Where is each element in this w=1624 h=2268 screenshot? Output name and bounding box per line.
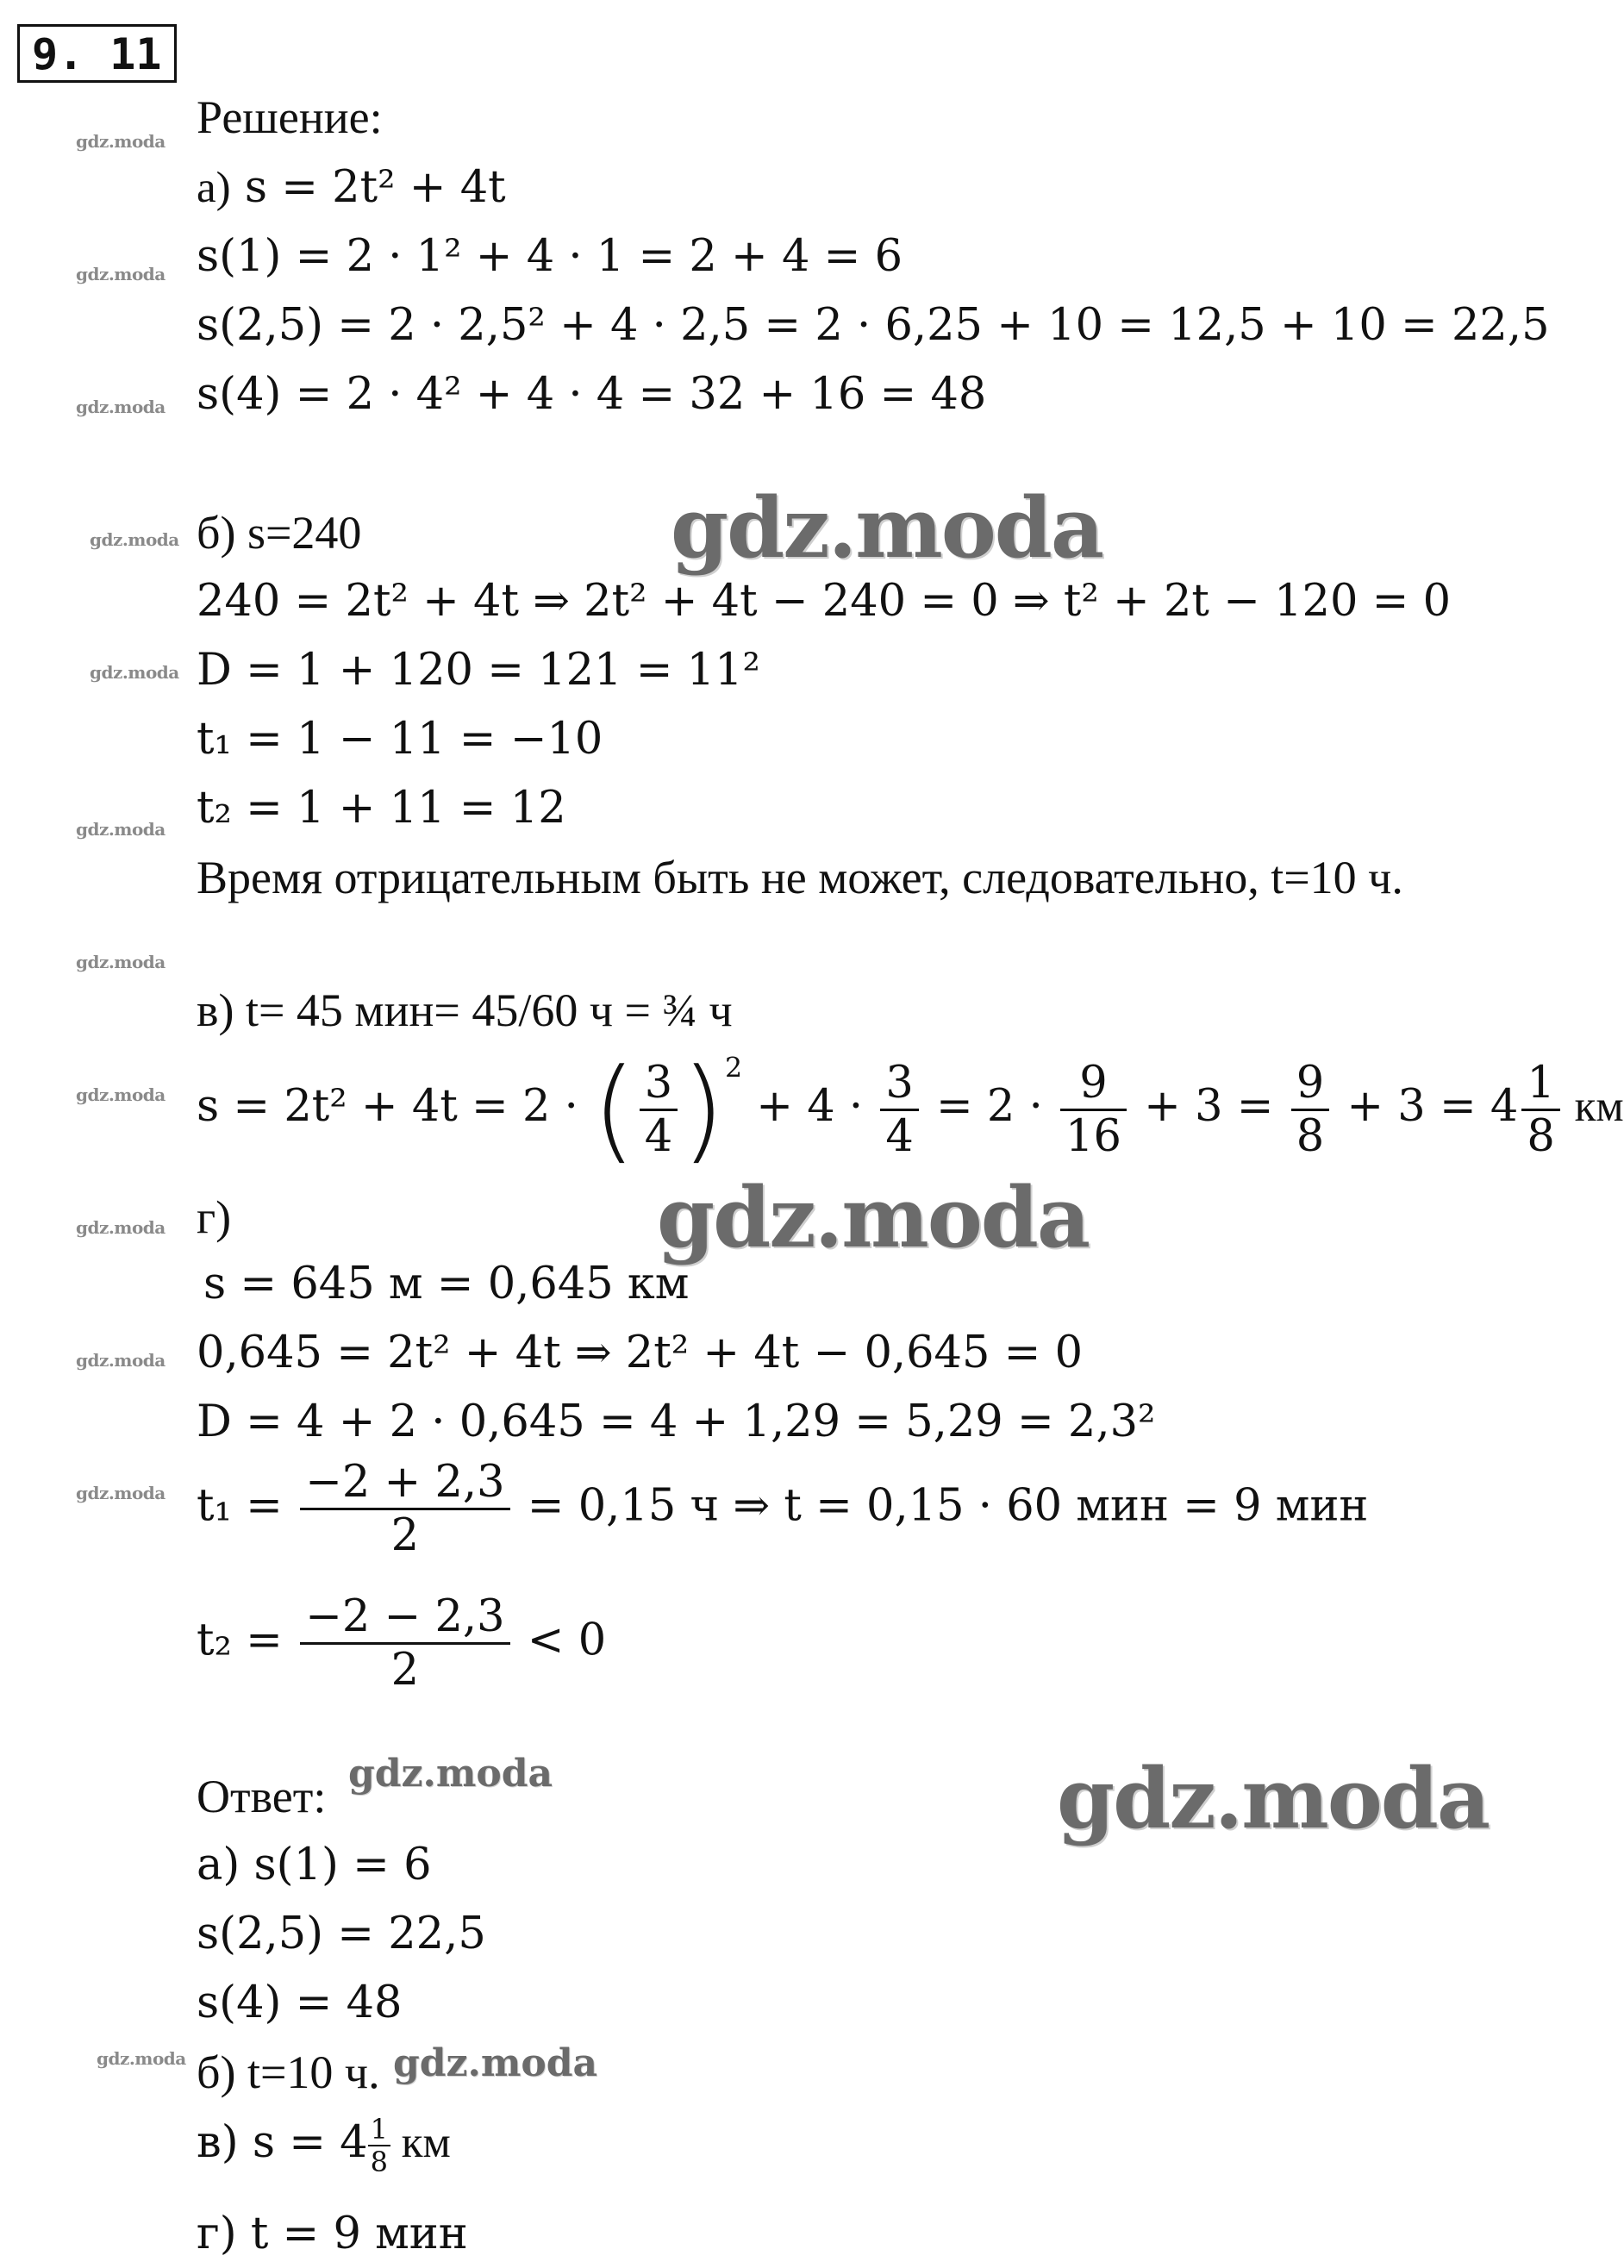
part-v-mid-1: + 4 · [742,1081,878,1132]
answer-v-start: в) s = 4 [197,2117,368,2168]
watermark-small: gdz.moda [76,264,166,284]
watermark-small: gdz.moda [76,819,166,840]
answer-v-fraction [368,2114,390,2177]
frac-num: 1 [370,2113,388,2146]
part-a-line-2: s(2,5) = 2 · 2,5² + 4 · 2,5 = 2 · 6,25 + 10 = 12,5 + 10 = 22,5 [197,300,1550,351]
watermark-small: gdz.moda [76,397,166,417]
part-v-label: в) t= 45 мин= 45/60 ч = ¾ ч [197,984,733,1036]
part-g-line-3: D = 4 + 2 · 0,645 = 4 + 1,29 = 5,29 = 2,3² [197,1396,1156,1447]
part-v-formula [197,1044,1624,1175]
left-paren: ( [592,1044,636,1175]
fraction-3-4-b [880,1058,918,1162]
t2-rhs: < 0 [513,1615,607,1666]
part-b-line-1: 240 = 2t² + 4t ⇒ 2t² + 4t − 240 = 0 ⇒ t² + 2t − 120 = 0 [197,576,1452,627]
t2-lhs: t₂ = [197,1615,297,1666]
t1-rhs: = 0,15 ч ⇒ t = 0,15 · 60 мин = 9 мин [513,1480,1369,1532]
part-v-mid-4: + 3 = 4 [1333,1081,1519,1132]
answer-v-unit: км [390,2119,451,2167]
part-a-line-3: s(4) = 2 · 4² + 4 · 4 = 32 + 16 = 48 [197,369,987,420]
watermark-small: gdz.moda [76,1217,166,1238]
fraction-9-8 [1291,1058,1329,1162]
fraction-1-8 [1521,1058,1559,1162]
answer-a-1: а) s(1) = 6 [197,1840,432,1890]
watermark-small: gdz.moda [76,1483,166,1503]
frac-den: 2 [300,1642,509,1696]
part-a-line-1: s(1) = 2 · 1² + 4 · 1 = 2 + 4 = 6 [197,231,903,282]
answer-b: б) t=10 ч. [197,2046,380,2098]
watermark-small: gdz.moda [76,131,166,152]
part-g-line-2: 0,645 = 2t² + 4t ⇒ 2t² + 4t − 0,645 = 0 [197,1328,1084,1378]
part-b-line-4: t₂ = 1 + 11 = 12 [197,783,566,834]
answer-a-3: s(4) = 48 [197,1977,403,2028]
part-v-start: s = 2t² + 4t = 2 · [197,1081,593,1132]
watermark-large: gdz.moda [671,479,1103,577]
t2-fraction [300,1591,509,1696]
part-b-conclusion: Время отрицательным быть не может, следовательно, t=10 ч. [197,852,1403,903]
task-number: 9. 11 [17,24,177,83]
frac-den: 16 [1060,1109,1127,1162]
frac-den: 2 [300,1508,509,1561]
watermark-medium: gdz.moda [348,1752,553,1796]
part-b-line-3: t₁ = 1 − 11 = −10 [197,714,603,765]
watermark-small: gdz.moda [76,952,166,972]
frac-num: 9 [1079,1057,1108,1109]
t1-lhs: t₁ = [197,1480,297,1532]
part-g-line-1: s = 645 м = 0,645 км [203,1259,690,1309]
fraction-9-16 [1060,1058,1127,1162]
answer-g: г) t = 9 мин [197,2209,468,2259]
frac-num: 1 [1527,1057,1555,1109]
watermark-large: gdz.moda [657,1169,1090,1266]
fraction-3-4 [640,1058,678,1162]
answer-heading: Ответ: [197,1771,327,1822]
watermark-small: gdz.moda [97,2048,186,2069]
frac-num: −2 + 2,3 [305,1457,505,1508]
frac-num: −2 − 2,3 [305,1591,505,1642]
part-v-unit: км [1563,1083,1624,1131]
watermark-small: gdz.moda [76,1350,166,1371]
part-a-formula [197,160,506,216]
frac-den: 8 [1291,1109,1329,1162]
part-g-label: г) [197,1191,232,1243]
part-g-t1 [197,1457,1368,1561]
frac-den: 4 [880,1109,918,1162]
watermark-small: gdz.moda [90,529,179,550]
part-b-label: б) s=240 [197,507,362,559]
watermark-small: gdz.moda [76,1084,166,1105]
part-g-t2 [197,1591,606,1696]
part-v-mid-3: + 3 = [1129,1081,1288,1132]
watermark-small: gdz.moda [90,662,179,683]
frac-den: 8 [368,2145,390,2177]
answer-v [197,2114,451,2177]
frac-num: 3 [644,1057,673,1109]
watermark-medium: gdz.moda [393,2041,598,2085]
watermark-large: gdz.moda [1057,1750,1490,1847]
frac-den: 4 [640,1109,678,1162]
answer-a-2: s(2,5) = 22,5 [197,1909,486,1959]
part-a-label: а) [197,164,231,212]
t1-fraction [300,1457,509,1561]
part-v-mid-2: = 2 · [921,1081,1058,1132]
frac-num: 9 [1296,1057,1325,1109]
part-a-expression: s = 2t² + 4t [244,162,506,213]
frac-den: 8 [1521,1109,1559,1162]
frac-num: 3 [885,1057,914,1109]
part-b-line-2: D = 1 + 120 = 121 = 11² [197,645,760,696]
right-paren: ) [681,1044,725,1175]
exponent-2: 2 [724,1053,743,1084]
solution-heading: Решение: [197,91,383,143]
